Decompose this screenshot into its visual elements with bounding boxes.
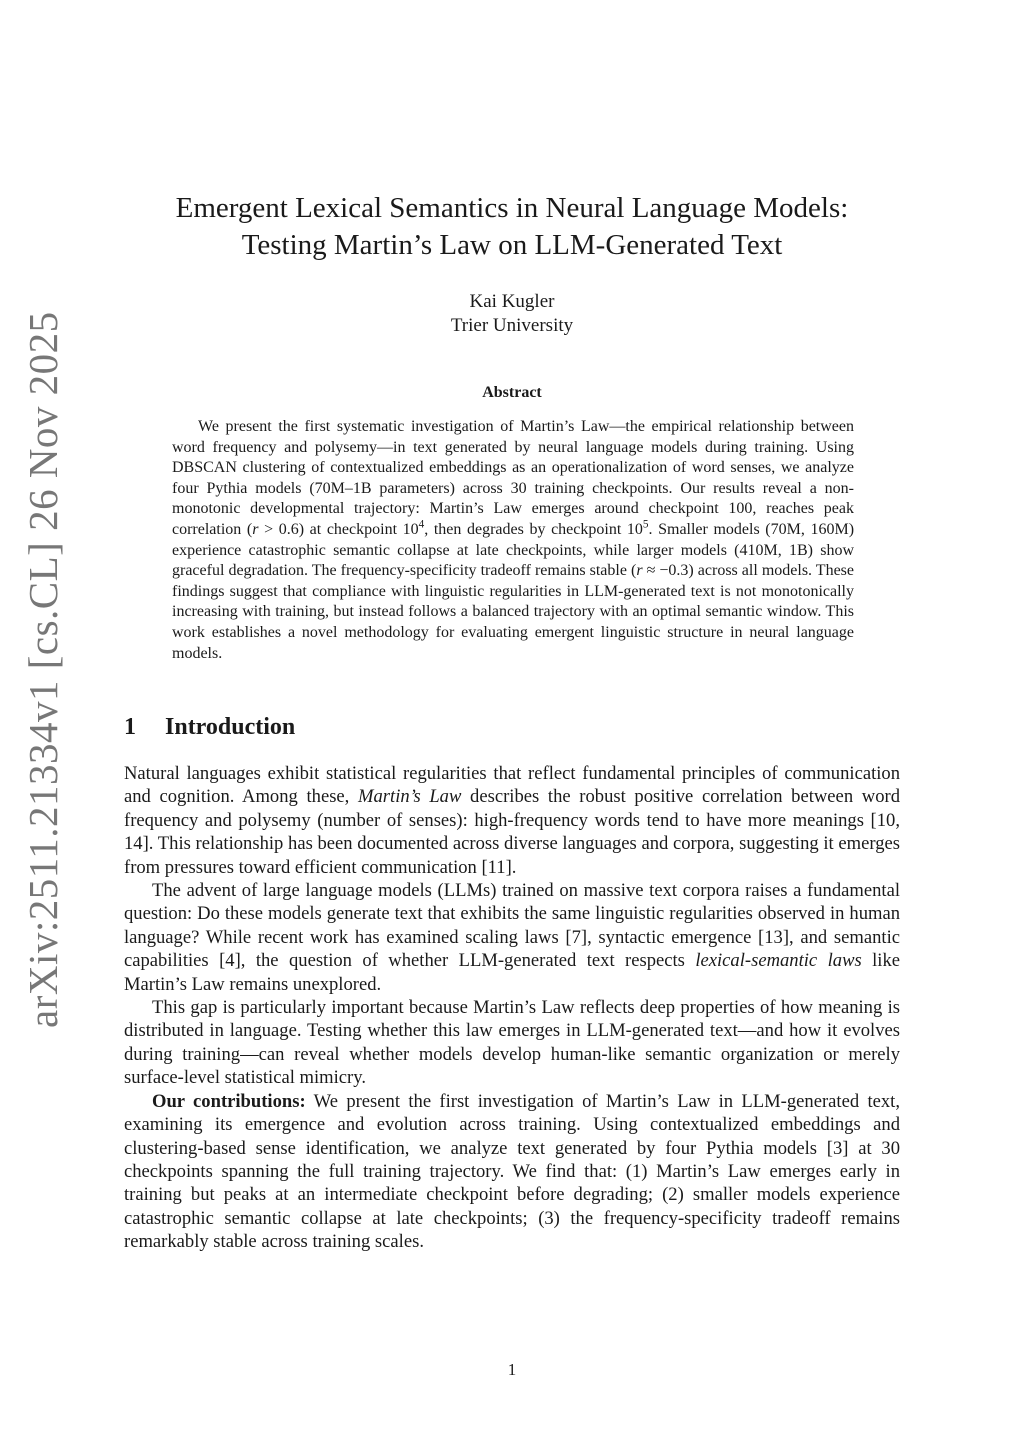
- abstract-heading: Abstract: [482, 384, 542, 401]
- intro-p2-emphasis: lexical-semantic laws: [695, 950, 862, 972]
- abstract-text-b: , then degrades by checkpoint 10: [424, 520, 643, 538]
- abstract-body: [172, 417, 854, 664]
- intro-p1-emphasis: Martin’s Law: [358, 786, 462, 808]
- page-number: 1: [507, 1360, 517, 1379]
- abstract-exponent-2: 5: [642, 518, 649, 531]
- author-name: Kai Kugler: [469, 291, 555, 312]
- title-line-2: Testing Martin’s Law on LLM-Generated Text: [241, 229, 783, 261]
- abstract-exponent-1: 4: [418, 518, 425, 531]
- intro-paragraph-4: [124, 1090, 900, 1254]
- abstract-math-r2-rest: ≈ −0.3) across all models. These findings suggest that compliance with linguistic regularities in LLM-generated text is not monotonically increasing with training, but instead follows a balanced trajectory with an optimal semantic window. This work establishes a novel methodology for evaluating emergent linguistic structure in neural language models.: [172, 562, 854, 662]
- intro-p1-text-a: Natural languages exhibit statistical regularities that reflect fundamental principles of communication and cognition. Among these,: [124, 763, 900, 808]
- intro-p1-text-b: describes the robust positive correlation between word frequency and polysemy (number of senses): high-frequency words tend to have more meanings [10, 14]. This relationship has been documented across diverse languages and corpora, suggesting it emerges from pressures toward efficient communication [11].: [124, 786, 900, 878]
- section-heading-introduction: [124, 714, 295, 741]
- arxiv-identifier: arXiv:2511.21334v1 [cs.CL] 26 Nov 2025: [20, 311, 66, 1028]
- intro-p2-text-b: like Martin’s Law remains unexplored.: [124, 950, 901, 995]
- introduction-body: [124, 762, 900, 1254]
- section-number: 1: [124, 714, 136, 740]
- intro-paragraph-3: This gap is particularly important because Martin’s Law reflects deep properties of how meaning is distributed in language. Testing whether this law emerges in LLM-generated text—and how it evolves during training—can reveal whether models develop human-like semantic organization or merely surface-level statistical mimicry.: [124, 997, 900, 1089]
- paper-title: [120, 190, 904, 264]
- abstract-math-r1: r: [252, 520, 259, 538]
- intro-p4-text: We present the first investigation of Martin’s Law in LLM-generated text, examining its emergence and evolution across training. Using contextualized embeddings and clustering-based sense identification, we analyze text generated by four Pythia models [3] at 30 checkpoints spanning the full training trajectory. We find that: (1) Martin’s Law emerges early in training but peaks at an intermediate checkpoint before degrading; (2) smaller models experience catastrophic semantic collapse at late checkpoints; (3) the frequency-specificity tradeoff remains remarkably stable across training scales.: [124, 1090, 900, 1253]
- author-affiliation: Trier University: [450, 315, 574, 336]
- author-block: [120, 290, 904, 338]
- intro-paragraph-2: [124, 879, 900, 996]
- intro-p2-text-a: The advent of large language models (LLMs) trained on massive text corpora raises a fundamental question: Do these models generate text that exhibits the same linguistic regularities observed in human language? While recent work has examined scaling laws [7], syntactic emergence [13], and semantic capabilities [4], the question of whether LLM-generated text respects: [124, 880, 900, 972]
- abstract-math-r2: r: [636, 562, 643, 580]
- intro-paragraph-1: [124, 762, 900, 879]
- abstract-text-a: We present the first systematic investigation of Martin’s Law—the empirical relationship between word frequency and polysemy—in text generated by neural language models during training. Using DBSCAN clustering of contextualized embeddings as an operationalization of word senses, we analyze four Pythia models (70M–1B parameters) across 30 training checkpoints. Our results reveal a non-monotonic developmental trajectory: Martin’s Law emerges around checkpoint 100, reaches peak correlation (: [172, 418, 854, 538]
- abstract-math-r1-rest: > 0.6) at checkpoint 10: [258, 520, 419, 538]
- section-title: Introduction: [165, 714, 296, 740]
- title-line-1: Emergent Lexical Semantics in Neural Language Models:: [175, 192, 849, 224]
- intro-p4-bold-lead: Our contributions:: [152, 1090, 306, 1112]
- abstract-text-c: . Smaller models (70M, 160M) experience catastrophic semantic collapse at late checkpoints, while larger models (410M, 1B) show graceful degradation. The frequency-specificity tradeoff remains stable (: [172, 520, 855, 580]
